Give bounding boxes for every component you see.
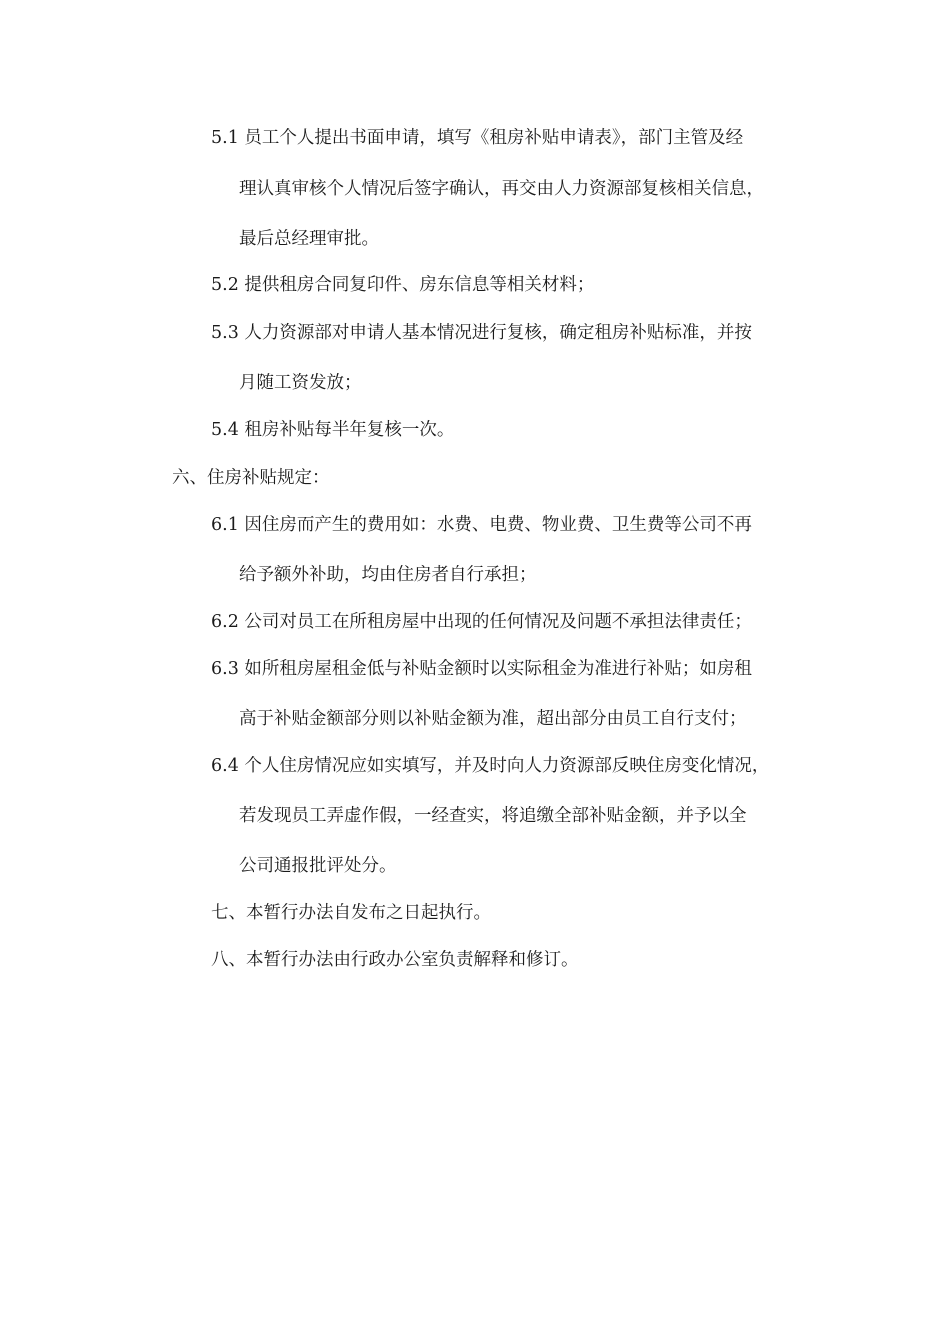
clause-5-1-line-3: 最后总经理审批。 (239, 229, 379, 249)
clause-5-4: 5.4 租房补贴每半年复核一次。 (211, 420, 455, 440)
clause-6-4-line-1: 6.4 个人住房情况应如实填写，并及时向人力资源部反映住房变化情况， (211, 756, 770, 776)
section-6-heading: 六、住房补贴规定： (172, 468, 330, 488)
clause-6-1-line-1: 6.1 因住房而产生的费用如：水费、电费、物业费、卫生费等公司不再 (211, 515, 752, 535)
clause-5-3-line-2: 月随工资发放； (239, 373, 362, 393)
clause-5-1-line-2: 理认真审核个人情况后签字确认，再交由人力资源部复核相关信息， (239, 179, 764, 199)
clause-5-2: 5.2 提供租房合同复印件、房东信息等相关材料； (211, 275, 595, 295)
clause-6-4-line-3: 公司通报批评处分。 (239, 856, 397, 876)
clause-6-3-line-2: 高于补贴金额部分则以补贴金额为准，超出部分由员工自行支付； (239, 709, 747, 729)
clause-5-3-line-1: 5.3 人力资源部对申请人基本情况进行复核，确定租房补贴标准，并按 (211, 323, 752, 343)
clause-5-1-line-1: 5.1 员工个人提出书面申请，填写《租房补贴申请表》，部门主管及经 (211, 128, 744, 148)
clause-6-2: 6.2 公司对员工在所租房屋中出现的任何情况及问题不承担法律责任； (211, 612, 752, 632)
clause-6-1-line-2: 给予额外补助，均由住房者自行承担； (239, 565, 537, 585)
section-7: 七、本暂行办法自发布之日起执行。 (211, 903, 491, 923)
clause-6-3-line-1: 6.3 如所租房屋租金低与补贴金额时以实际租金为准进行补贴；如房租 (211, 659, 752, 679)
section-8: 八、本暂行办法由行政办公室负责解释和修订。 (211, 950, 579, 970)
clause-6-4-line-2: 若发现员工弄虚作假，一经查实，将追缴全部补贴金额，并予以全 (239, 806, 747, 826)
